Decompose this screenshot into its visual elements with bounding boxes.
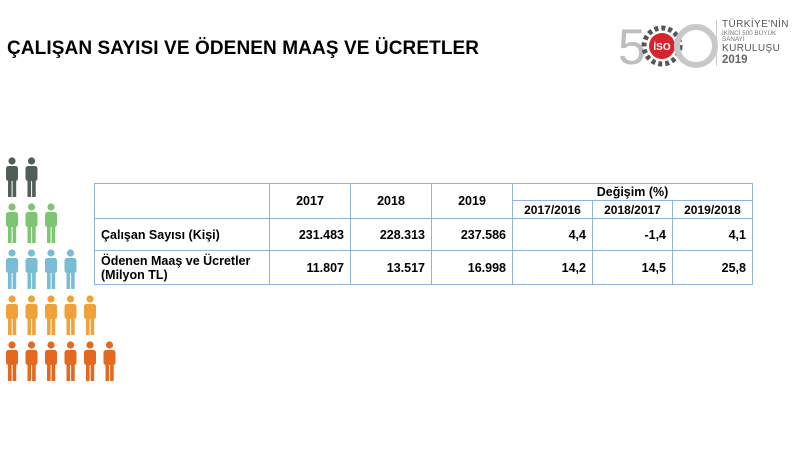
table-row-employees	[95, 219, 753, 251]
person-icon	[26, 295, 38, 335]
logo-line1: TÜRKİYE'NİN	[722, 19, 789, 30]
table-header-row	[95, 184, 753, 201]
person-icon	[6, 203, 18, 243]
table-cell: 11.807	[270, 251, 351, 285]
row-label: Çalışan Sayısı (Kişi)	[95, 219, 270, 251]
change-cell: 4,1	[673, 219, 753, 251]
row-label-line2: (Milyon TL)	[101, 267, 168, 282]
table-cell: 231.483	[270, 219, 351, 251]
person-icon	[65, 341, 77, 381]
table-row-wages	[95, 251, 753, 285]
change-period-header: 2017/2016	[513, 201, 593, 219]
page-title: ÇALIŞAN SAYISI VE ÖDENEN MAAŞ VE ÜCRETLER	[7, 38, 480, 59]
person-icon	[6, 341, 18, 381]
row-label-line1: Ödenen Maaş ve Ücretler	[101, 253, 251, 268]
table-cell: 228.313	[351, 219, 432, 251]
change-period-header: 2019/2018	[673, 201, 753, 219]
person-icon	[6, 295, 18, 335]
person-icon	[26, 249, 38, 289]
person-icon	[45, 203, 57, 243]
person-icon	[6, 157, 18, 197]
change-period-header: 2018/2017	[593, 201, 673, 219]
change-cell: 14,5	[593, 251, 673, 285]
table-cell: 16.998	[432, 251, 513, 285]
person-icon	[26, 341, 38, 381]
person-icon	[84, 341, 96, 381]
change-cell: 25,8	[673, 251, 753, 285]
table-cell: 13.517	[351, 251, 432, 285]
year-header: 2017	[270, 184, 351, 219]
logo-badge-text: İSO	[653, 42, 671, 53]
row-label	[95, 251, 270, 285]
employment-wages-table	[94, 183, 753, 285]
year-header: 2019	[432, 184, 513, 219]
change-cell: 14,2	[513, 251, 593, 285]
person-icon	[26, 157, 38, 197]
change-cell: -1,4	[593, 219, 673, 251]
person-icon	[65, 249, 77, 289]
logo-number-5: 5	[618, 19, 646, 74]
person-icon	[6, 249, 18, 289]
table-cell: 237.586	[432, 219, 513, 251]
logo-zero-ring	[677, 27, 715, 65]
table-corner-cell	[95, 184, 270, 219]
logo-year: 2019	[722, 54, 748, 67]
logo-line2: İKİNCİ 500 BÜYÜK SANAYİ	[722, 29, 777, 44]
year-header: 2018	[351, 184, 432, 219]
change-cell: 4,4	[513, 219, 593, 251]
logo-line3: KURULUŞU	[722, 42, 781, 54]
person-icon	[45, 295, 57, 335]
person-icon	[84, 295, 96, 335]
change-header: Değişim (%)	[513, 184, 753, 201]
person-icon	[26, 203, 38, 243]
person-icon	[45, 341, 57, 381]
logo-divider	[716, 20, 717, 66]
person-icon	[65, 295, 77, 335]
person-icon	[104, 341, 116, 381]
person-icon	[45, 249, 57, 289]
logo-text	[722, 20, 800, 66]
